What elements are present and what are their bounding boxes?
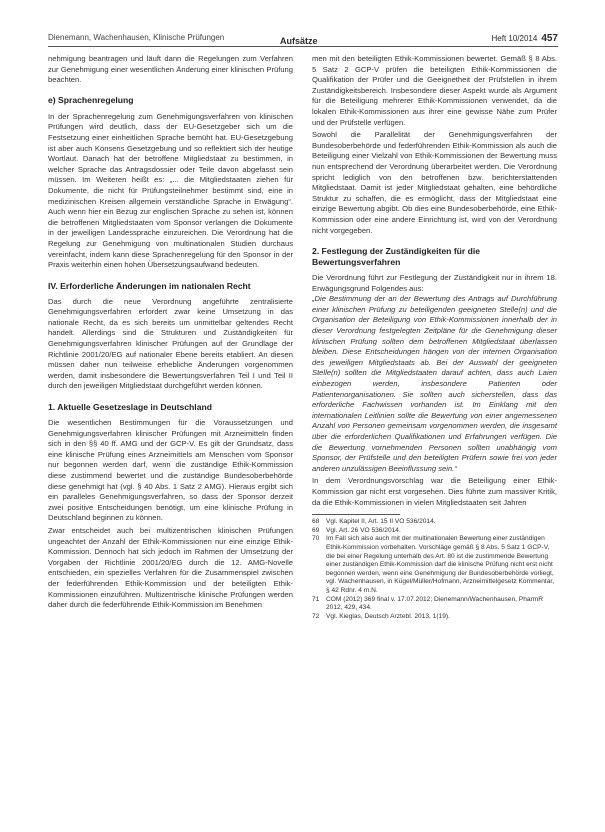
paragraph: Sowohl die Parallelität der Genehmigungsverfahren der Bundesoberbehörde und federführenden Ethik-Kommission als auch die Beteiligung einer Vielzahl von Ethik-Kommissionen der Bewertung muss nun entsprechend der Verordnung überarbeitet werden. Die Verordnung spricht lediglich von den betroffenen bzw. berichterstattenden Mitgliedstaat. Damit ist jeder Mitgliedstaat gehalten, eine behördliche Struktur zu schaffen, die es ermöglicht, dass der Mitgliedstaat eine einzige Bewertung abgibt. Ob dies eine Bundesoberbehörde, eine Ethik-Kommission oder eine andere Einrichtung ist, wird von der Verordnung nicht vorgegeben.: [312, 130, 557, 235]
footnote: 71 COM (2012) 369 final v. 17.07.2012; Dienemann/Wachenhausen, PharmR 2012, 429, 434.: [312, 595, 543, 612]
page-header: [0, 0, 605, 44]
paragraph: Die wesentlichen Bestimmungen für die Voraussetzungen und Genehmigungsverfahren klinischer Prüfungen mit Arzneimitteln finden sich in den §§ 40 ff. AMG und der GCP-V. Es gilt der Grundsatz, dass eine klinische Prüfung eines Arzneimittels am Menschen vom Sponsor nur begonnen werden darf, wenn die zuständige Ethik-Kommission diese zustimmend bewertet und die zuständige Bundesoberbehörde diese genehmigt hat (vgl. § 40 Abs. 1 Satz 2 AMG). Hieraus ergibt sich ein paralleles Genehmigungsverfahren, so dass der Sponsor derzeit zwei positive Entscheidungen benötigt, um eine klinische Prüfung in Deutschland beginnen zu können.: [48, 418, 293, 523]
right-column: [312, 54, 557, 621]
section-heading-gesetzeslage: 1. Aktuelle Gesetzeslage in Deutschland: [48, 402, 212, 413]
paragraph: In der Sprachenregelung zum Genehmigungsverfahren von klinischen Prüfungen wird deutlich, dass der EU-Gesetzgeber sich um die Festsetzung einer einheitlichen Sprache bemüht hat. EU-Gesetzgebung ist aber auch Konsens Gesetzgebung und so reflektiert sich der heutige Wortlaut. Danach hat der betroffene Mitgliedstaat zu bestimmen, in welcher Sprache das Antragsdossier oder Teile davon abgefasst sein müssen. Im Weiteren heißt es: „... die Mitgliedstaaten ziehen für Dokumente, die nicht für Prüfungsteilnehmer bestimmt sind, eine in medizinischen Kreisen allgemein verständliche Sprache in Erwägung“. Auch wenn hier ein Bezug zur englischen Sprache zu sehen ist, können die betroffenen Mitgliedstaaten vom Sponsor verlangen die Dokumente in der jeweiligen Landessprache einzureichen. Die Verordnung hat die Regelung zur Genehmigung von multinationalen Studien durchaus vereinfacht, indem kann diese Sprachenregelung für den Sponsor in der Praxis weiterhin einen hohen Übersetzungsaufwand bedeuten.: [48, 111, 293, 270]
footnote: 70 Im Fall sich also auch mit der multinationalen Bewertung einer zuständigen Ethik-Kommission vorbehalten. Vorschläge gemäß § 8 Abs. 5 Satz 1 GCP-V, die bei einer Regelung unterhalb des Art. 80 ist die zustimmende Bewertung einer zuständigen Ethik-Kommission darf die klinische Prüfung nicht erst nicht begonnen werden, wenn eine Genehmigung der Bundesoberbehörde vorliegt, vgl. Wachenhausen, in Kügel/Müller/Hofmann, Arzneimittelgesetz Kommentar, § 42 Rdnr. 4 m.N.: [312, 535, 555, 594]
paragraph: nehmigung beantragen und läuft dann die Regelungen zum Verfahren zur Genehmigung einer wesentlichen Änderung einer klinischen Prüfung beachten.: [48, 54, 293, 85]
section-heading-nationales-recht: IV. Erforderliche Änderungen im nationalen Recht: [48, 280, 251, 291]
footnote: 72 Vgl. Kieglas, Deutsch Arztebl. 2013, 1(19).: [312, 612, 450, 620]
section-title: Aufsätze: [280, 36, 318, 46]
header-rule: [48, 46, 558, 47]
paragraph: men mit den beteiligten Ethik-Kommissionen bewertet. Gemäß § 8 Abs. 5 Satz 2 GCP-V prüfen die beteiligten Ethik-Kommissionen die Qualifikation der Prüfer und die Geeignetheit der Prüfstellen in ihrem Zuständigkeitsbereich. Insbesondere dieser Aspekt wurde als Argument für die Beteiligung mehrerer Ethik-Kommissionen verwendet, da die lokalen Ethik-Kommissionen aus ihrer eine gewisse Nähe zum Prüfer und der Prüfstelle verfügen.: [312, 54, 557, 127]
footnote: 69 Vgl. Art. 26 VO 536/2014.: [312, 526, 401, 534]
page-number: 457: [541, 33, 558, 44]
paragraph: In dem Verordnungsvorschlag war die Beteiligung einer Ethik-Kommission gar nicht erst vorgesehen. Dies führte zum massiver Kritik, da die Ethik-Kommissionen in vielen Mitgliedstaaten seit Jahren: [312, 476, 557, 507]
section-heading-zustaendigkeiten: 2. Festlegung der Zuständigkeiten für die Bewertungsverfahren: [312, 246, 481, 268]
footnote: 68 Vgl. Kapitel II, Art. 15 II VO 536/2014.: [312, 518, 436, 526]
issue-label: Heft 10/2014: [491, 34, 538, 43]
left-column: [48, 54, 293, 611]
footnote-rule: [312, 514, 400, 515]
section-heading-sprachenregelung: e) Sprachenregelung: [48, 94, 134, 105]
block-quote: „Die Bestimmung der an der Bewertung des Antrags auf Durchführung einer klinischen Prüfung zu beteiligenden geeigneten Stelle(n) und die Organisation der Beteiligung von Ethik-Kommissionen innerhalb der in dieser Verordnung festgelegten Zeitpläne für die Genehmigung dieser klinischen Prüfung sollten dem betroffenen Mitgliedstaat überlassen bleiben. Diese Entscheidungen hängen von der internen Organisation des jeweiligen Mitgliedstaats ab. Bei der Auswahl der geeigneten Stelle(n) sollten die Mitgliedstaaten darauf achten, dass auch Laien einbezogen werden, insbesondere Patienten oder Patientenorganisationen. Sie sollten auch sicherstellen, dass das erforderliche Fachwissen vorhanden ist. Im Einklang mit den internationalen Leitlinien sollte die Bewertung von einer angemessenen Anzahl von Personen gemeinsam vorgenommen werden, die insgesamt über die erforderlichen Qualifikationen und Erfahrungen verfügen. Die die Bewertung vornehmenden Personen sollten unabhängig vom Sponsor, der Prüfstelle und den beteiligten Prüfern sowie frei von jeder anderen unzulässigen Beeinflussung sein.“: [312, 294, 557, 473]
paragraph: Das durch die neue Verordnung angeführte zentralisierte Genehmigungsverfahren erfordert zwar keine Umsetzung in das nationale Recht, da es sich bereits um unmittelbar geltendes Recht handelt. Allerdings sind die Strukturen und Zuständigkeiten für Genehmigungsverfahren klinischer Prüfungen auf der Grundlage der Richtlinie 2001/20/EG auf nationaler Ebene bereits etabliert. An diesen müssen daher nun teilweise erhebliche Änderungen vorgenommen werden, damit insbesondere die Bewertungsverfahren Teil I und Teil II durch den jeweiligen Mitgliedstaat durchgeführt werden können.: [48, 296, 293, 391]
paragraph: Die Verordnung führt zur Festlegung der Zuständigkeit nur in ihrem 18. Erwägungsgrund Folgendes aus:: [312, 273, 557, 293]
paragraph: Zwar entscheidet auch bei multizentrischen klinischen Prüfungen ungeachtet der Anzahl der Ethik-Kommissionen nur eine einzige Ethik-Kommission. Dennoch hat sich jedoch im Rahmen der Umsetzung der Vorgaben der Richtlinie 2001/20/EG durch die 12. AMG-Novelle entschieden, ein spezielles Verfahren für die Zusammenspiel zwischen der federführenden Ethik-Kommission und der beteiligten Ethik-Kommissionen einzuführen. Multizentrische klinische Prüfungen werden daher durch die federführende Ethik-Kommission im Benehmen: [48, 525, 293, 610]
footnotes: [312, 518, 557, 621]
issue-and-page: [492, 33, 559, 44]
running-head-authors: Dienemann, Wachenhausen, Klinische Prüfungen: [48, 33, 225, 42]
